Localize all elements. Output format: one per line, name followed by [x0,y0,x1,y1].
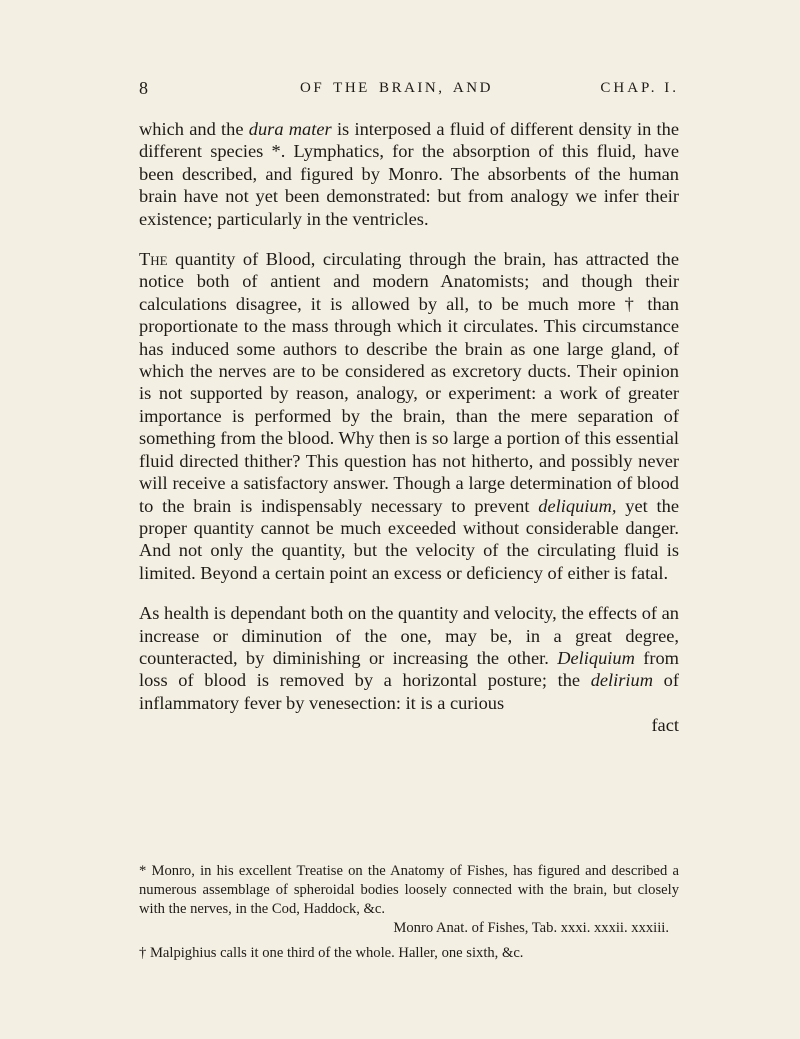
paragraph-2 [139,248,679,584]
italic-term: delirium [590,670,654,691]
paragraph-1 [139,118,679,230]
running-title: OF THE BRAIN, AND [300,80,493,96]
italic-term: Deliquium [557,647,635,668]
italic-term: dura mater [248,119,332,139]
paragraph-3 [139,602,679,714]
page-number: 8 [139,78,149,98]
footnotes [139,862,679,963]
text-run: yet the proper quantity cannot be much exceeded without considerable danger. And not only the quantity, but the velocity of the circulating fluid is limited. Beyond a certain point an excess or deficiency of either is fatal. [139,495,679,583]
small-caps-opening: The [139,249,168,270]
text-run: from loss of blood is removed by a horizontal posture; the [139,647,679,691]
text-run: which and the [139,119,249,139]
text-run: quantity of Blood, circulating through the brain, has attracted the notice both of antient and modern Anatomists; and though their calculations disagree, it is allowed by all, to be much more † than proportionate to the mass through which it circulates. This circumstance has induced some authors to describe the brain as one large gland, of which the nerves are to be considered as excretory ducts. Their opinion is not supported by reason, analogy, or experiment: a work of greater importance is performed by the brain, than the mere separation of something from the blood. Why then is so large a portion of this essential fluid directed thither? This question has not hitherto, and possibly never will receive a satisfactory answer. Though a large determination of blood to the brain is indispensably necessary to prevent [139,249,679,516]
text-run: of inflammatory fever by venesection: it is a curious [139,670,679,713]
footnote-1: * Monro, in his excellent Treatise on the Anatomy of Fishes, has figured and described a numerous assemblage of spheroidal bodies loosely connected with the brain, but closely with the nerves, in the Cod, Haddock, &c. [139,863,679,917]
text-run: is interposed a fluid of different density in the different species *. Lymphatics, for the absorption of this fluid, have been described, and figured by Monro. The absorbents of the human brain have not yet been demonstrated: but from analogy we infer their existence; particularly in the ventricles. [139,119,680,229]
main-text [139,118,679,737]
text-run: As health is dependant both on the quantity and velocity, the effects of an increase or diminution of the one, may be, in a great degree, counteracted, by diminishing or increasing the other. [139,603,679,668]
chapter-label: CHAP. I. [600,80,679,96]
catchword: fact [651,715,679,736]
footnote-1-reference: Monro Anat. of Fishes, Tab. xxxi. xxxii. xxxiii. [393,920,669,936]
footnote-2: † Malpighius calls it one third of the whole. Haller, one sixth, &c. [139,945,524,961]
italic-term: deliquium, [538,495,617,516]
page-header [139,78,679,102]
